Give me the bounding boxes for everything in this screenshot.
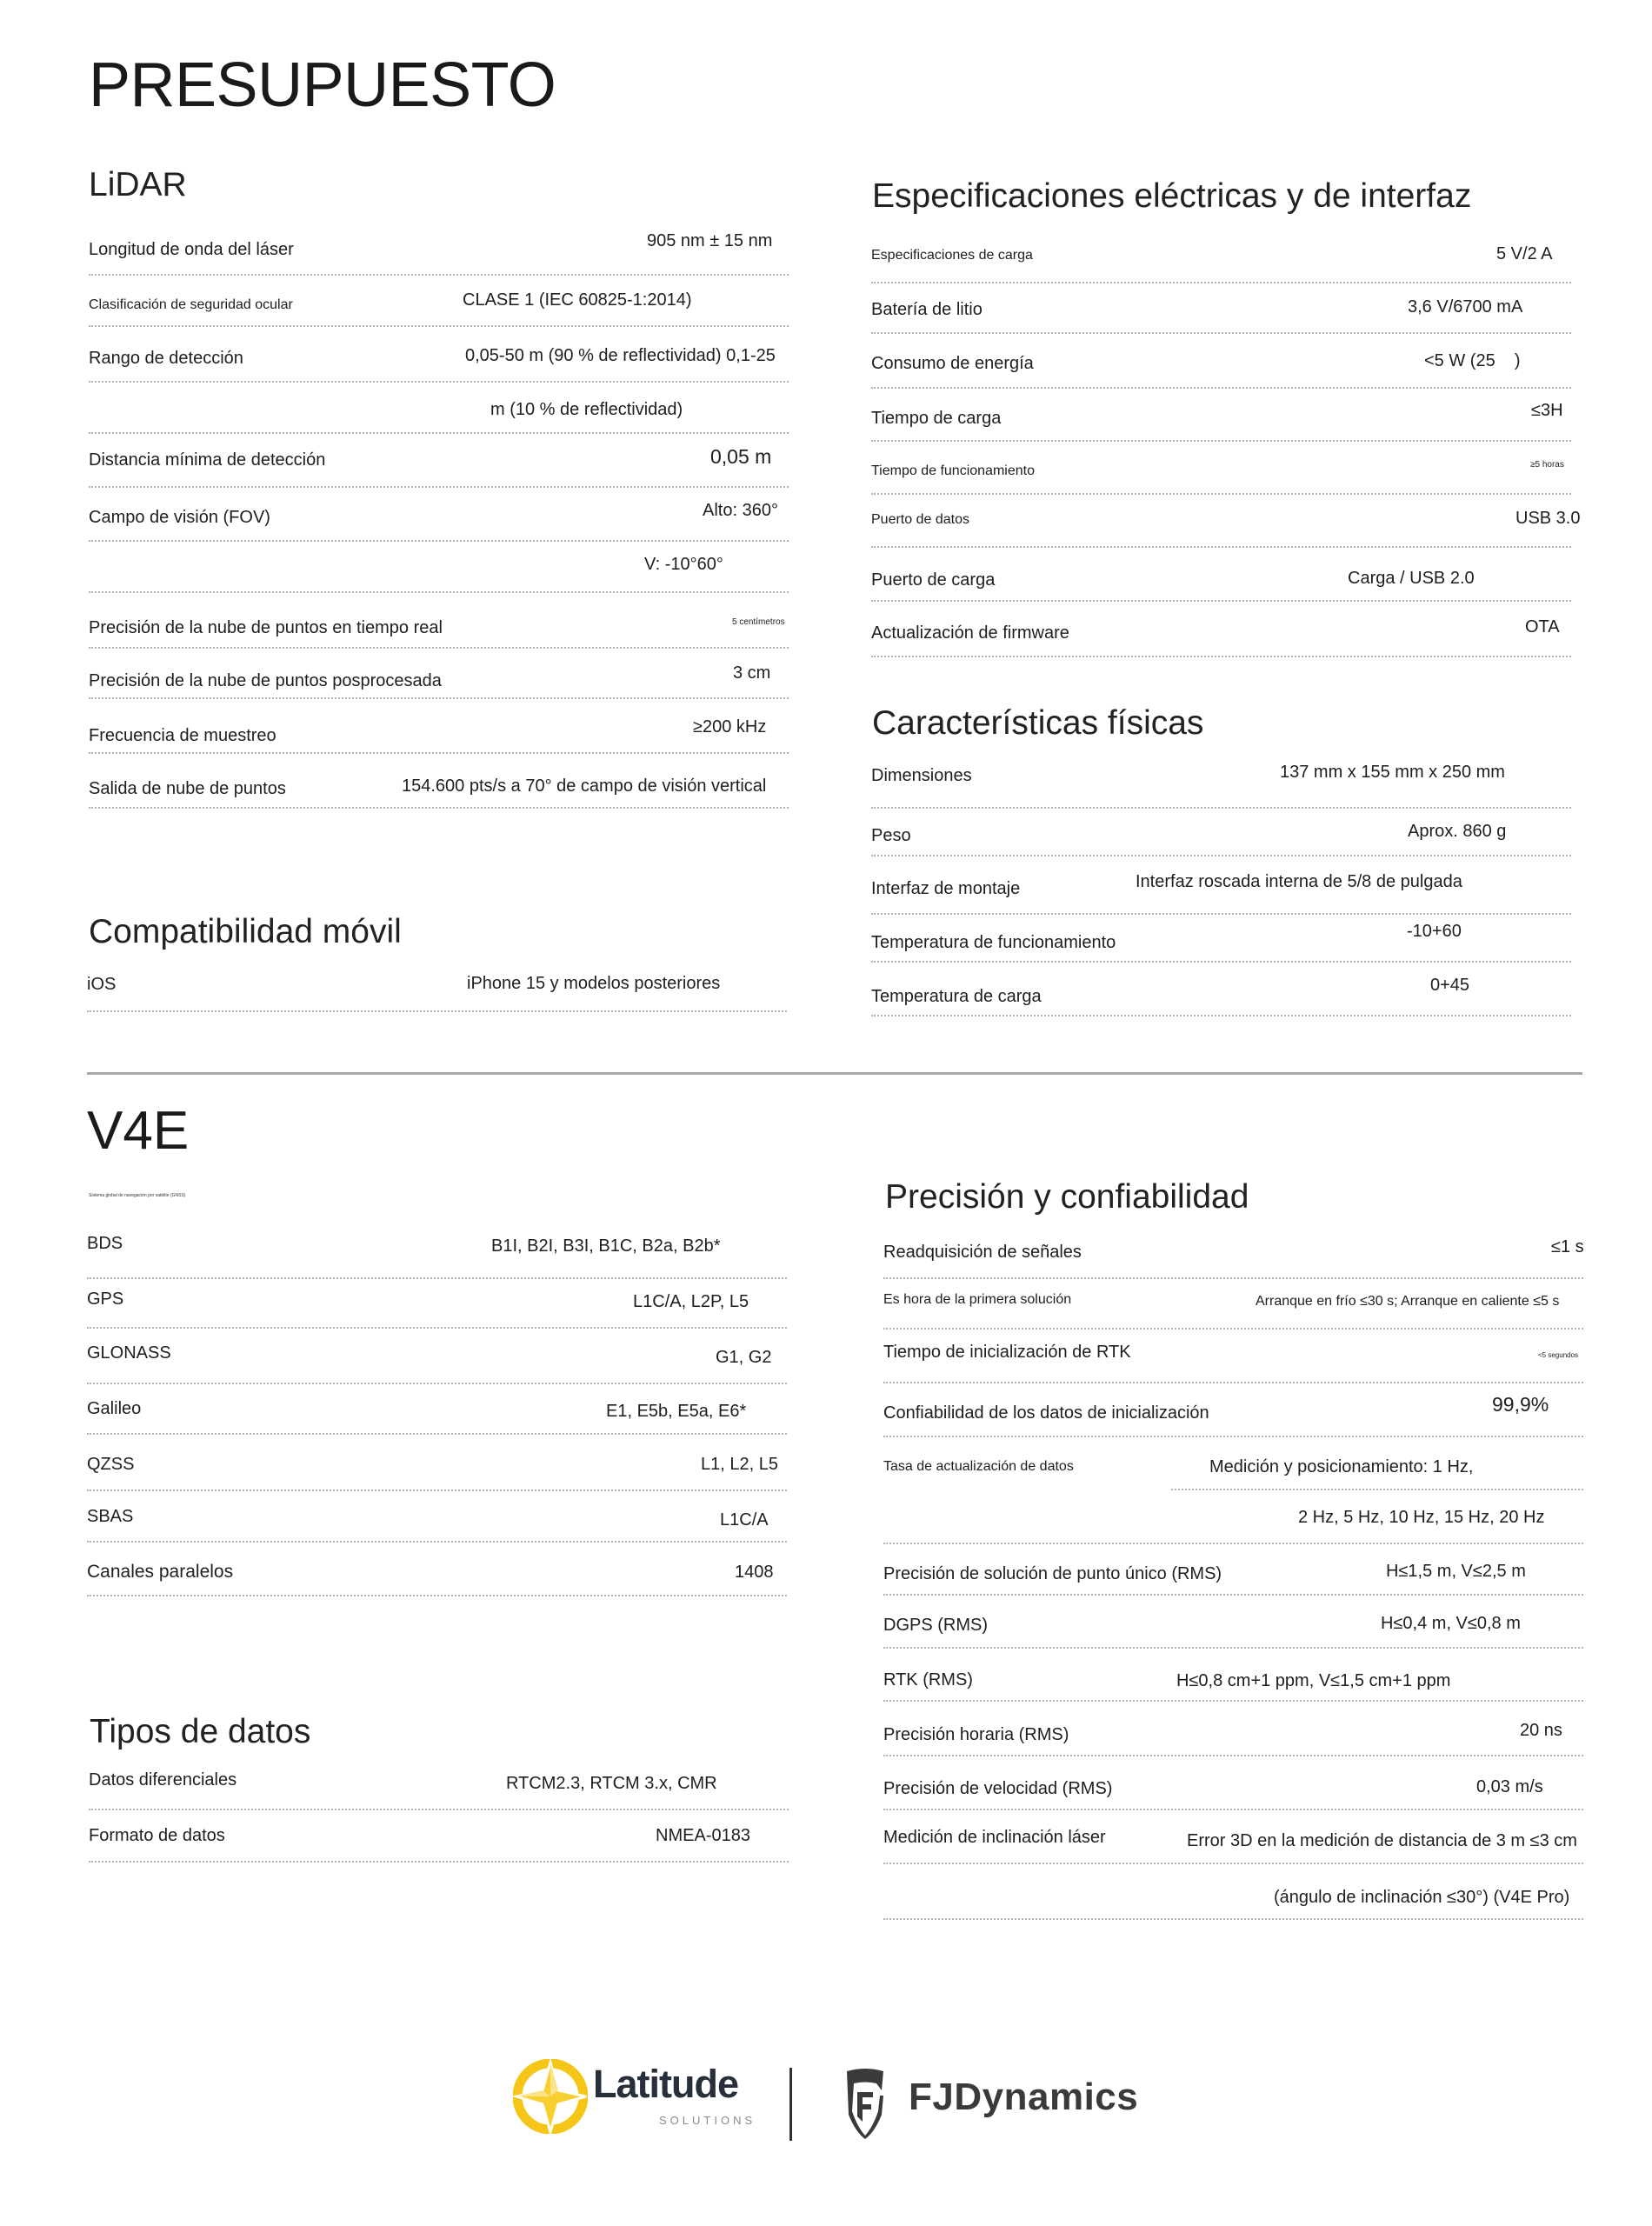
row-divider — [87, 1490, 787, 1491]
row-divider — [883, 1277, 1583, 1279]
section-title-data-types: Tipos de datos — [90, 1713, 311, 1750]
row-divider — [871, 1015, 1571, 1016]
spec-label: Longitud de onda del láser — [89, 240, 294, 259]
spec-label: Temperatura de carga — [871, 987, 1042, 1006]
spec-label: SBAS — [87, 1507, 134, 1526]
row-divider — [883, 1647, 1583, 1649]
spec-label: Datos diferenciales — [89, 1770, 237, 1789]
spec-value: 5 V/2 A — [1496, 244, 1553, 263]
spec-label: Precisión de la nube de puntos posprocesada — [89, 671, 442, 690]
spec-value: H≤0,8 cm+1 ppm, V≤1,5 cm+1 ppm — [1176, 1671, 1451, 1690]
spec-value: <5 segundos — [1538, 1351, 1579, 1359]
spec-value: E1, E5b, E5a, E6* — [606, 1402, 747, 1421]
spec-value: 99,9% — [1492, 1393, 1549, 1416]
row-divider — [89, 325, 789, 327]
row-divider — [89, 381, 789, 383]
spec-label: Tiempo de carga — [871, 409, 1002, 428]
section-title-v4e: V4E — [87, 1101, 190, 1161]
spec-value: V: -10°60° — [644, 555, 723, 574]
row-divider — [883, 1436, 1583, 1437]
spec-value: m (10 % de reflectividad) — [490, 400, 683, 419]
spec-value: H≤1,5 m, V≤2,5 m — [1386, 1562, 1526, 1581]
row-divider — [89, 807, 789, 809]
spec-value: NMEA-0183 — [656, 1826, 750, 1845]
spec-label: Puerto de datos — [871, 512, 969, 527]
row-divider — [871, 807, 1571, 809]
gnss-subtitle: Sistema global de navegación por satélite (GNSS) — [89, 1193, 186, 1198]
spec-label: Frecuencia de muestreo — [89, 726, 276, 745]
spec-label: iOS — [87, 975, 117, 994]
logo-separator — [789, 2068, 792, 2141]
row-divider — [87, 1327, 787, 1329]
spec-label: Confiabilidad de los datos de inicialización — [883, 1403, 1209, 1423]
spec-label: Precisión de velocidad (RMS) — [883, 1779, 1113, 1798]
spec-value: 2 Hz, 5 Hz, 10 Hz, 15 Hz, 20 Hz — [1298, 1508, 1545, 1527]
spec-value: RTCM2.3, RTCM 3.x, CMR — [506, 1774, 717, 1793]
spec-value: Arranque en frío ≤30 s; Arranque en caliente ≤5 s — [1256, 1294, 1560, 1309]
row-divider — [89, 432, 789, 434]
fjdynamics-wordmark: FJDynamics — [909, 2076, 1139, 2118]
row-divider — [871, 656, 1571, 657]
section-title-mobile: Compatibilidad móvil — [89, 913, 402, 950]
spec-label: Precisión de la nube de puntos en tiempo real — [89, 618, 443, 637]
row-divider — [871, 913, 1571, 915]
page-title: PRESUPUESTO — [89, 50, 556, 120]
section-divider — [87, 1072, 1582, 1075]
spec-value: 0,05 m — [710, 445, 772, 468]
spec-value: 137 mm x 155 mm x 250 mm — [1280, 763, 1505, 782]
row-divider — [89, 697, 789, 699]
spec-label: Batería de litio — [871, 300, 983, 319]
row-divider — [89, 647, 789, 649]
row-divider — [871, 493, 1571, 495]
row-divider — [883, 1594, 1583, 1596]
row-divider — [883, 1918, 1583, 1920]
spec-value: L1C/A, L2P, L5 — [633, 1292, 749, 1311]
spec-label: Canales paralelos — [87, 1562, 234, 1582]
spec-value: 905 nm ± 15 nm — [647, 231, 773, 250]
spec-value: Aprox. 860 g — [1408, 822, 1507, 841]
spec-label: Medición de inclinación láser — [883, 1828, 1106, 1847]
section-title-physical: Características físicas — [872, 704, 1204, 742]
spec-label: Temperatura de funcionamiento — [871, 933, 1116, 952]
spec-value: G1, G2 — [716, 1348, 772, 1367]
spec-value: Medición y posicionamiento: 1 Hz, — [1209, 1457, 1474, 1476]
spec-label: GPS — [87, 1290, 124, 1309]
latitude-wordmark: Latitude — [593, 2062, 738, 2106]
row-divider — [871, 387, 1571, 389]
spec-label: BDS — [87, 1234, 123, 1253]
spec-value: Error 3D en la medición de distancia de 3 m ≤3 cm — [1187, 1831, 1577, 1850]
row-divider — [883, 1809, 1583, 1810]
spec-value: ≥5 horas — [1530, 460, 1564, 470]
spec-label: Actualización de firmware — [871, 623, 1069, 643]
row-divider — [883, 1863, 1583, 1864]
spec-value: 20 ns — [1520, 1721, 1562, 1740]
spec-label: Distancia mínima de detección — [89, 450, 326, 470]
row-divider — [871, 961, 1571, 963]
spec-label: Campo de visión (FOV) — [89, 508, 270, 527]
section-title-lidar: LiDAR — [89, 166, 187, 203]
spec-label: Rango de detección — [89, 349, 243, 368]
spec-value: iPhone 15 y modelos posteriores — [467, 974, 721, 993]
section-title-electrical: Especificaciones eléctricas y de interfaz — [872, 177, 1472, 215]
row-divider — [883, 1755, 1583, 1756]
spec-value: 3 cm — [733, 663, 771, 683]
row-divider — [871, 855, 1571, 856]
spec-value: USB 3.0 — [1515, 509, 1581, 528]
spec-label: Galileo — [87, 1399, 142, 1418]
spec-label: Interfaz de montaje — [871, 879, 1021, 898]
row-divider — [871, 332, 1571, 334]
spec-label: Formato de datos — [89, 1826, 225, 1845]
spec-value: Interfaz roscada interna de 5/8 de pulgada — [1136, 872, 1462, 891]
spec-value: <5 W (25 ) — [1424, 351, 1521, 370]
row-divider — [87, 1383, 787, 1384]
latitude-compass-icon — [513, 2059, 588, 2134]
row-divider — [89, 1809, 789, 1810]
row-divider — [871, 546, 1571, 548]
spec-value: L1, L2, L5 — [701, 1455, 778, 1474]
spec-value: 0+45 — [1430, 976, 1470, 995]
spec-value: Alto: 360° — [703, 501, 778, 520]
spec-label: Puerto de carga — [871, 570, 996, 590]
spec-value: 154.600 pts/s a 70° de campo de visión vertical — [402, 776, 767, 796]
spec-label: RTK (RMS) — [883, 1670, 973, 1689]
row-divider — [89, 752, 789, 754]
section-title-precision: Precisión y confiabilidad — [885, 1178, 1249, 1216]
row-divider — [1171, 1489, 1583, 1490]
row-divider — [87, 1541, 787, 1543]
footer-logos — [513, 2059, 1156, 2155]
spec-label: Precisión de solución de punto único (RMS) — [883, 1564, 1222, 1583]
row-divider — [89, 1861, 789, 1863]
spec-value: Carga / USB 2.0 — [1348, 569, 1475, 588]
row-divider — [871, 282, 1571, 283]
row-divider — [883, 1382, 1583, 1383]
spec-value: (ángulo de inclinación ≤30°) (V4E Pro) — [1274, 1888, 1570, 1907]
spec-value: OTA — [1525, 617, 1560, 636]
spec-label: Precisión horaria (RMS) — [883, 1725, 1069, 1744]
row-divider — [871, 440, 1571, 442]
spec-label: DGPS (RMS) — [883, 1616, 988, 1635]
spec-label: GLONASS — [87, 1343, 171, 1363]
spec-value: 5 centímetros — [732, 617, 785, 627]
row-divider — [89, 540, 789, 542]
spec-label: Dimensiones — [871, 766, 972, 785]
spec-value: 3,6 V/6700 mA — [1408, 297, 1523, 317]
spec-label: Tiempo de funcionamiento — [871, 463, 1035, 478]
spec-value: ≤3H — [1531, 401, 1563, 420]
spec-label: QZSS — [87, 1455, 135, 1474]
row-divider — [87, 1433, 787, 1435]
spec-label: Tiempo de inicialización de RTK — [883, 1343, 1131, 1362]
spec-value: B1I, B2I, B3I, B1C, B2a, B2b* — [491, 1236, 721, 1256]
row-divider — [883, 1700, 1583, 1702]
spec-value: H≤0,4 m, V≤0,8 m — [1381, 1614, 1521, 1633]
row-divider — [87, 1595, 787, 1596]
row-divider — [883, 1328, 1583, 1330]
row-divider — [89, 274, 789, 276]
row-divider — [89, 486, 789, 488]
spec-label: Tasa de actualización de datos — [883, 1459, 1074, 1474]
spec-value: 0,03 m/s — [1476, 1777, 1543, 1796]
spec-value: -10+60 — [1407, 922, 1462, 941]
row-divider — [883, 1543, 1583, 1544]
fjdynamics-shield-icon — [842, 2066, 889, 2141]
latitude-subtitle: SOLUTIONS — [659, 2114, 756, 2127]
spec-label: Readquisición de señales — [883, 1243, 1082, 1262]
row-divider — [87, 1277, 787, 1279]
spec-value: ≤1 s — [1551, 1237, 1584, 1256]
row-divider — [87, 1010, 787, 1012]
spec-label: Especificaciones de carga — [871, 248, 1033, 263]
spec-label: Clasificación de seguridad ocular — [89, 297, 293, 312]
spec-value: CLASE 1 (IEC 60825-1:2014) — [463, 290, 692, 310]
spec-value: ≥200 kHz — [693, 717, 767, 736]
spec-label: Es hora de la primera solución — [883, 1292, 1072, 1307]
spec-value: 0,05-50 m (90 % de reflectividad) 0,1-25 — [465, 346, 776, 365]
row-divider — [89, 591, 789, 593]
spec-label: Consumo de energía — [871, 354, 1034, 373]
spec-label: Salida de nube de puntos — [89, 779, 286, 798]
spec-label: Peso — [871, 826, 911, 845]
row-divider — [871, 600, 1571, 602]
spec-value: 1408 — [735, 1563, 774, 1582]
spec-value: L1C/A — [720, 1510, 769, 1530]
